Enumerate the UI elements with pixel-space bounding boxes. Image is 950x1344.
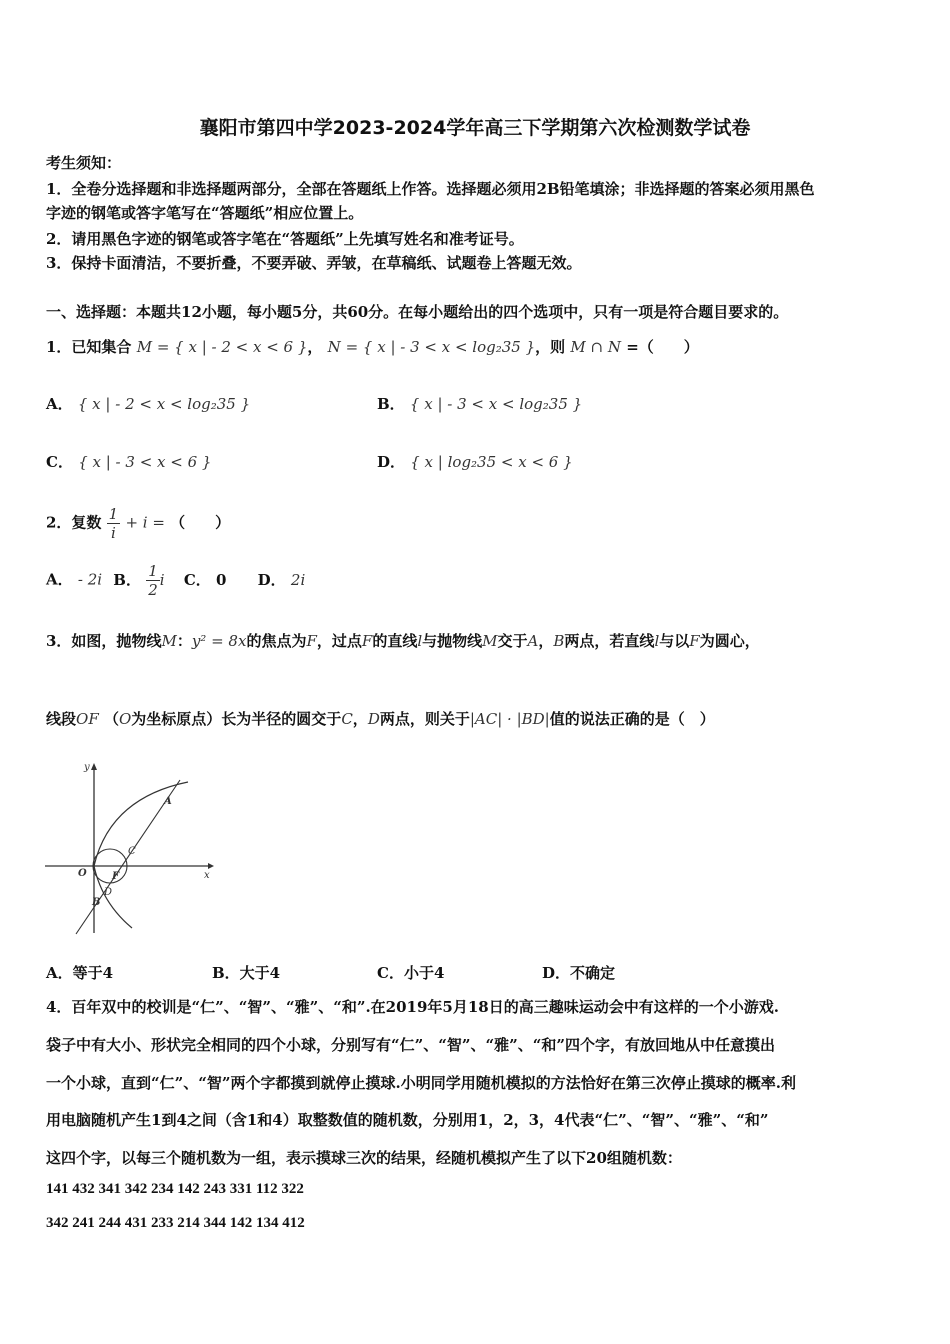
- q4-line-4: 用电脑随机产生1到4之间（含1和4）取整数值的随机数，分别用1，2，3，4代表“仁”、“智”、“雅”、“和”: [46, 1111, 769, 1129]
- graph-label-f: F: [112, 871, 120, 882]
- q2-fraction-numerator: 1: [108, 505, 119, 523]
- q4-random-numbers-2: 342 241 244 431 233 214 344 142 134 412: [46, 1215, 305, 1231]
- q4-line-1: 4．百年双中的校训是“仁”、“智”、“雅”、“和”.在2019年5月18日的高三趣味运动会中有这样的一个小游戏.: [46, 998, 779, 1016]
- q1-option-c[interactable]: [46, 451, 211, 472]
- q3-text-13: 两点，则关于: [379, 710, 470, 728]
- q1-option-d-value: { x | log₂35 < x < 6 }: [410, 453, 573, 471]
- q1-option-d[interactable]: [377, 451, 573, 472]
- q3-origin-o: O: [118, 710, 132, 728]
- question-3-line-1: [46, 630, 760, 651]
- q2-option-a[interactable]: [46, 571, 107, 589]
- graph-label-d: D: [104, 887, 113, 898]
- q1-option-a-value: { x | - 2 < x < log₂35 }: [77, 395, 251, 413]
- question-1: [46, 336, 699, 357]
- q1-prefix: 1．已知集合: [46, 338, 132, 356]
- q2-prefix: 2．复数: [46, 513, 102, 532]
- q1-option-c-label: C．: [46, 453, 73, 471]
- q2-option-b-numerator: 1: [148, 562, 158, 580]
- q1-option-b-label: B．: [377, 395, 405, 413]
- q3-point-f: F: [361, 632, 373, 650]
- notice-item-1a: 1．全卷分选择题和非选择题两部分，全部在答题纸上作答。选择题必须用2B铅笔填涂；非选择题的答案必须用黑色: [46, 180, 815, 198]
- notice-heading: 考生须知：: [46, 154, 122, 172]
- graph-label-c: C: [128, 846, 136, 857]
- graph-label-b: B: [92, 897, 101, 908]
- q3-text-2: 的焦点为: [246, 632, 307, 650]
- q4-random-numbers-1: 141 432 341 342 234 142 243 331 112 322: [46, 1181, 304, 1197]
- notice-item-2: 2．请用黑色字迹的钢笔或答字笔在“答题纸”上先填写姓名和准考证号。: [46, 230, 524, 248]
- q3-equation: y² = 8x: [191, 632, 247, 650]
- q3-sep-2: ，: [352, 710, 368, 728]
- x-axis-arrow: [208, 863, 214, 869]
- q2-option-b-denominator: 2: [148, 581, 158, 599]
- q3-text-10: 线段: [46, 710, 77, 728]
- q2-option-b-fraction: [146, 562, 160, 599]
- q3-text-6: 交于: [497, 632, 528, 650]
- q3-point-c: C: [341, 710, 353, 728]
- q3-center-f: F: [689, 632, 700, 650]
- q3-option-a[interactable]: A．等于4: [46, 964, 114, 982]
- q1-comma: ，: [307, 338, 323, 356]
- q3-text-4: 的直线: [372, 632, 418, 650]
- q2-options: [46, 562, 305, 599]
- q1-expression: M ∩ N: [570, 338, 621, 356]
- q3-expression: |AC| · |BD|: [469, 710, 550, 728]
- question-2: [46, 505, 230, 542]
- q2-fraction-denominator: i: [111, 524, 116, 542]
- q3-parabola-m: M: [161, 632, 177, 650]
- q2-option-b-i: i: [159, 570, 165, 589]
- q3-text-14: 值的说法正确的是（ ）: [549, 710, 715, 728]
- q4-line-2: 袋子中有大小、形状完全相同的四个小球，分别写有“仁”、“智”、“雅”、“和”四个字，有放回地从中任意摸出: [46, 1036, 776, 1054]
- question-3-line-2: [46, 708, 715, 729]
- q3-text-1: 3．如图，抛物线: [46, 632, 162, 650]
- q3-colon: ：: [176, 632, 192, 650]
- q3-sep: ，: [538, 632, 554, 650]
- q2-fraction: [107, 505, 121, 542]
- q3-option-d[interactable]: D．不确定: [542, 964, 616, 982]
- q1-option-d-label: D．: [377, 453, 406, 471]
- q3-parabola-m-2: M: [482, 632, 498, 650]
- q3-text-8: 与以: [659, 632, 690, 650]
- notice-item-1b: 字迹的钢笔或答字笔写在“答题纸”相应位置上。: [46, 204, 364, 222]
- q2-option-c-label: C．: [183, 570, 211, 589]
- q2-option-c-value: 0: [216, 570, 227, 589]
- notice-item-3: 3．保持卡面清洁，不要折叠，不要弄破、弄皱，在草稿纸、试题卷上答题无效。: [46, 254, 582, 272]
- q2-expression: + i =: [125, 513, 165, 532]
- q3-text-7: 两点，若直线: [564, 632, 655, 650]
- q2-option-d-value: 2i: [290, 570, 306, 589]
- q3-text-5: 与抛物线: [422, 632, 483, 650]
- parabola-diagram: [40, 758, 220, 938]
- q3-segment-of: OF: [76, 710, 99, 728]
- graph-label-o: O: [78, 868, 87, 879]
- q1-suffix-a: ，则: [535, 338, 566, 356]
- q3-text-12: 为坐标原点）长为半径的圆交于: [131, 710, 342, 728]
- q3-text-11: （: [103, 710, 119, 728]
- q2-option-a-value: - 2i: [77, 570, 103, 589]
- q3-focus-f: F: [306, 632, 317, 650]
- q3-point-a: A: [527, 632, 539, 650]
- y-axis-arrow: [91, 763, 97, 770]
- q3-point-b: B: [553, 632, 565, 650]
- q3-line-l: l: [417, 632, 423, 650]
- graph-label-a: A: [164, 796, 172, 807]
- q4-line-5: 这四个字，以每三个随机数为一组，表示摸球三次的结果，经随机模拟产生了以下20组随机数：: [46, 1149, 682, 1167]
- q2-option-b-label: B．: [113, 570, 141, 589]
- graph-label-y: y: [84, 762, 90, 773]
- parabola-curve: [94, 782, 188, 928]
- q2-option-c[interactable]: [184, 571, 232, 589]
- page-title: 襄阳市第四中学2023-2024学年高三下学期第六次检测数学试卷: [199, 117, 751, 139]
- q1-option-b[interactable]: [377, 393, 582, 414]
- q1-set-m: M = { x | - 2 < x < 6 }: [136, 338, 308, 356]
- q1-option-a-label: A．: [46, 395, 73, 413]
- q3-option-b[interactable]: B．大于4: [212, 964, 281, 982]
- q4-line-3: 一个小球，直到“仁”、“智”两个字都摸到就停止摸球.小明同学用随机模拟的方法恰好在第三次停止摸球的概率.利: [46, 1074, 796, 1092]
- q1-option-b-value: { x | - 3 < x < log₂35 }: [409, 395, 583, 413]
- q2-option-b[interactable]: [113, 562, 170, 599]
- q3-point-d: D: [367, 710, 380, 728]
- q1-option-a[interactable]: [46, 393, 250, 414]
- q3-line-l-2: l: [654, 632, 660, 650]
- q3-option-c[interactable]: C．小于4: [377, 964, 445, 982]
- q2-option-a-label: A．: [46, 570, 73, 589]
- q2-suffix: （ ）: [170, 513, 231, 532]
- q3-text-9: 为圆心，: [699, 632, 760, 650]
- q2-option-d[interactable]: [258, 571, 306, 589]
- q1-option-c-value: { x | - 3 < x < 6 }: [78, 453, 212, 471]
- graph-label-x: x: [204, 870, 210, 881]
- q1-set-n: N = { x | - 3 < x < log₂35 }: [327, 338, 536, 356]
- q2-option-d-label: D．: [257, 570, 286, 589]
- q3-text-3: ，过点: [316, 632, 362, 650]
- q1-suffix-b: =（ ）: [626, 338, 699, 356]
- section-heading: 一、选择题：本题共12小题，每小题5分，共60分。在每小题给出的四个选项中，只有一项是符合题目要求的。: [46, 303, 789, 321]
